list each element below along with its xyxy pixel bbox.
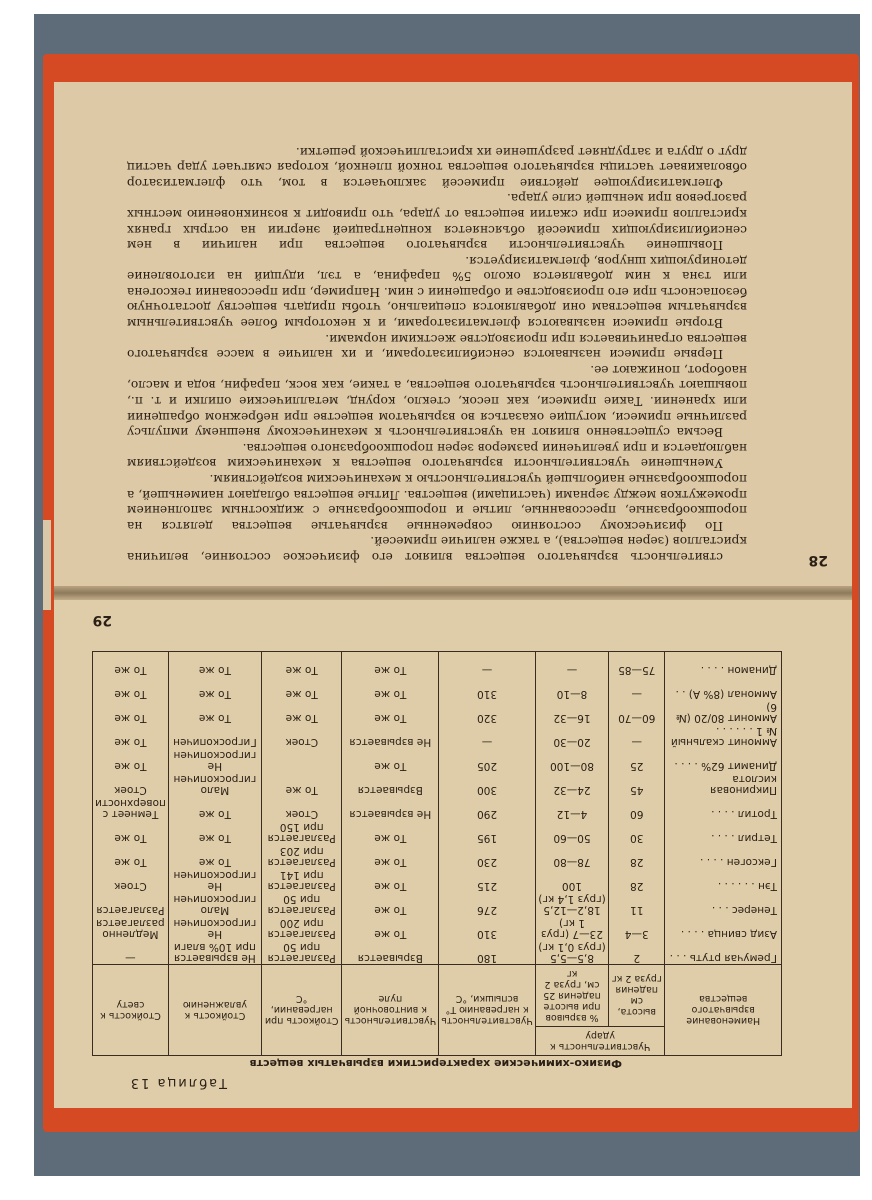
cell-name: Тротил . . . .	[665, 796, 782, 820]
cell-bullet: Взрывается	[342, 772, 439, 796]
table-row	[93, 868, 782, 892]
table-row	[93, 916, 782, 940]
cell-bullet: То же	[342, 748, 439, 772]
cell-moisture: Не гигроскопичен	[168, 748, 261, 772]
cell-light: Стоек	[93, 868, 169, 892]
cell-percent: 4—12	[535, 796, 608, 820]
cell-light: —	[93, 940, 169, 965]
paragraph: Весьма существенно влияют на чувствительность к механическому внешнему импульсу различные примеси, могущие оказаться во взрывчатом веществе при небрежном обращении или хранении. Такие примеси, как песок, стекло, корунд, металлические опилки и т. п., повышают чувствительность взрывчатого вещества, а такие, как воск, парафин, вода и масло, наоборот, понижают ее.	[127, 362, 747, 440]
cell-moisture: То же	[168, 844, 261, 868]
table-row	[93, 772, 782, 796]
cell-percent: 8,5—5,5 (груз 0,1 кг)	[535, 940, 608, 965]
cell-heat-stability: Разлагается при 150	[261, 820, 342, 844]
cell-light: Темнеет с поверхности	[93, 796, 169, 820]
cell-light: То же	[93, 652, 169, 677]
header-light: Стойкость к свету	[93, 965, 169, 1056]
header-bullet: Чувствительность к винтовочной пуле	[342, 965, 439, 1056]
cell-name: Динамон . . . .	[665, 652, 782, 677]
cell-heat: 230	[439, 844, 536, 868]
cell-name: Тенерес . . .	[665, 892, 782, 916]
cell-heat-stability: То же	[261, 700, 342, 724]
cell-heat-stability: Разлагается при 200	[261, 916, 342, 940]
cell-heat-stability: Разлагается при 203	[261, 844, 342, 868]
table-row	[93, 940, 782, 965]
cell-heat: 310	[439, 676, 536, 700]
cell-heat-stability: То же	[261, 772, 342, 796]
cell-name: Аммонит скальный № 1 . . . . . .	[665, 724, 782, 748]
cell-bullet: То же	[342, 676, 439, 700]
left-page-content	[54, 82, 852, 590]
cell-bullet: Не взрывается	[342, 796, 439, 820]
cell-heat: 180	[439, 940, 536, 965]
cell-percent: 50—60	[535, 820, 608, 844]
cell-moisture: То же	[168, 820, 261, 844]
cell-percent: 23—7 (груз 1 кг)	[535, 916, 608, 940]
cell-heat-stability: Разлагается при 50	[261, 940, 342, 965]
cell-moisture: Не гигроскопичен	[168, 916, 261, 940]
paragraph: Уменьшение чувствительности взрывчатого вещества к механическим воздействиям наблюдается и при увеличении размеров зерен порошкообразного вещества.	[127, 440, 747, 471]
cell-heat: 300	[439, 772, 536, 796]
cell-percent: 16—32	[535, 700, 608, 724]
cell-height: 11	[609, 892, 665, 916]
cell-heat: 290	[439, 796, 536, 820]
cell-bullet: То же	[342, 916, 439, 940]
cell-heat: 320	[439, 700, 536, 724]
cell-name: Тетрил . . . .	[665, 820, 782, 844]
cell-name: Аммонит 80/20 (№ 6)	[665, 700, 782, 724]
cell-heat-stability: Разлагается при 50	[261, 892, 342, 916]
cell-bullet: То же	[342, 820, 439, 844]
cell-moisture: То же	[168, 676, 261, 700]
cell-height: —	[609, 724, 665, 748]
cell-light: То же	[93, 676, 169, 700]
cell-light: То же	[93, 724, 169, 748]
explosives-table	[92, 651, 782, 1056]
cell-light: То же	[93, 700, 169, 724]
header-moisture: Стойкость к увлажнению	[168, 965, 261, 1056]
table-row	[93, 748, 782, 772]
cell-height: 3—4	[609, 916, 665, 940]
cell-light: То же	[93, 748, 169, 772]
page-number: 28	[808, 552, 828, 568]
cell-heat-stability: Разлагается при 141	[261, 868, 342, 892]
table-row	[93, 796, 782, 820]
paragraph: Флегматизирующее действие примесей заключается в том, что флегматизатор обволакивает частицы взрывчатого вещества тонкой пленкой, которая смягчает удар частиц друг о друга и затрудняет разрушение их кристаллической решетки.	[127, 144, 747, 190]
right-page-content	[54, 596, 852, 1108]
cell-heat: 310	[439, 916, 536, 940]
cell-height: 30	[609, 820, 665, 844]
cell-heat: —	[439, 724, 536, 748]
cell-bullet: То же	[342, 844, 439, 868]
cell-percent: 78—80	[535, 844, 608, 868]
cell-light: То же	[93, 844, 169, 868]
cell-height: 60—70	[609, 700, 665, 724]
header-heat: Чувствительность к нагреванию T° вспышки, °C	[439, 965, 536, 1056]
cell-name: Азид свинца . . . .	[665, 916, 782, 940]
cell-height: —	[609, 676, 665, 700]
cell-height: 60	[609, 796, 665, 820]
paragraph: По физическому состоянию современные взрывчатые вещества делятся на порошкообразные, прессованные, литые и порошкообразные с жидкостным заполнением промежутков между зернами (частицами) вещества. Литые вещества обладают наименьшей, а порошкообразные наибольшей чувствительностью к механическим воздействиям.	[127, 472, 747, 533]
cell-bullet: Не взрывается	[342, 724, 439, 748]
cell-heat: —	[439, 652, 536, 677]
cell-heat-stability: То же	[261, 676, 342, 700]
cell-light: Разлагается	[93, 892, 169, 916]
cell-bullet: То же	[342, 652, 439, 677]
table-title: Физико-химические характеристики взрывчатых веществ	[249, 1057, 622, 1070]
cell-name: Динамит 62% . . . .	[665, 748, 782, 772]
cell-name: Аммонал (8% А) . .	[665, 676, 782, 700]
table-row	[93, 652, 782, 677]
book-spine	[43, 520, 51, 610]
paragraph: Первые примеси называются сенсибилизаторами, и их наличие в массе взрывчатого вещества ограничивается при производстве жесткими нормами.	[127, 331, 747, 362]
cell-percent: 100	[535, 868, 608, 892]
table-row	[93, 892, 782, 916]
cell-bullet: То же	[342, 868, 439, 892]
cell-light: Медленно разлагается	[93, 916, 169, 940]
header-height: высота, см падения груза 2 кг	[609, 965, 665, 1027]
cell-bullet: То же	[342, 700, 439, 724]
cell-heat-stability: Стоек	[261, 724, 342, 748]
cell-moisture: Не взрывается при 10% влаги	[168, 940, 261, 965]
cell-light: То же	[93, 820, 169, 844]
cell-moisture: Гигроскопичен	[168, 724, 261, 748]
cell-heat: 205	[439, 748, 536, 772]
cell-bullet: То же	[342, 892, 439, 916]
table-row	[93, 700, 782, 724]
table-row	[93, 844, 782, 868]
cell-heat-stability: То же	[261, 652, 342, 677]
cell-name: Тэн . . . . . .	[665, 868, 782, 892]
table-row	[93, 676, 782, 700]
page-number: 29	[92, 612, 112, 628]
cell-percent: 80—100	[535, 748, 608, 772]
header-name: Наименование взрывчатого вещества	[665, 965, 782, 1056]
cell-moisture: То же	[168, 796, 261, 820]
cell-heat-stability	[261, 748, 342, 772]
table-row	[93, 724, 782, 748]
cell-heat: 276	[439, 892, 536, 916]
table-label: Таблица 13	[128, 1075, 227, 1090]
cell-name: Пикриновая кислота	[665, 772, 782, 796]
cell-percent: 8—10	[535, 676, 608, 700]
cell-height: 2	[609, 940, 665, 965]
cell-percent: —	[535, 652, 608, 677]
table-row	[93, 820, 782, 844]
cell-moisture: То же	[168, 700, 261, 724]
cell-height: 28	[609, 868, 665, 892]
cell-moisture: То же	[168, 652, 261, 677]
cell-percent: 24—32	[535, 772, 608, 796]
paragraph: Повышение чувствительности взрывчатого вещества при наличии в нем сенсибилизирующих примесей объясняется концентрацией энергии на острых гранях кристаллов примеси при сжатии вещества от удара, что приводит к возникновению местных разогревов при меньшей силе удара.	[127, 191, 747, 253]
cell-percent: 20—30	[535, 724, 608, 748]
header-percent: % взрывов при высоте падения 25 см, груза 2 кг	[535, 965, 608, 1027]
cell-height: 25	[609, 748, 665, 772]
cell-height: 75—85	[609, 652, 665, 677]
cell-heat: 215	[439, 868, 536, 892]
body-text	[127, 143, 747, 564]
cell-moisture: Мало гигроскопичен	[168, 892, 261, 916]
paragraph: Вторые примеси называются флегматизаторами, и к некоторым более чувствительным взрывчатым веществам они добавляются специально, чтобы придать веществу достаточную безопасность при его производстве и обращении с ним. Например, при прессовании гексогена или тэна к ним добавляется около 5% парафина, а тэл, идущий на изготовление детонирующих шнуров, флегматизируется.	[127, 253, 747, 331]
cell-height: 45	[609, 772, 665, 796]
cell-name: Гремучая ртуть . . .	[665, 940, 782, 965]
cell-bullet: Взрывается	[342, 940, 439, 965]
cell-moisture: Мало гигроскопичен	[168, 772, 261, 796]
cell-percent: 18,2—12,5 (груз 1,4 кг)	[535, 892, 608, 916]
cell-heat-stability: Стоек	[261, 796, 342, 820]
cell-heat: 195	[439, 820, 536, 844]
paragraph: ствительность взрывчатого вещества влияют его физическое состояние, величина кристаллов (зерен вещества), а также наличие примесей.	[127, 534, 747, 564]
cell-moisture: Не гигроскопичен	[168, 868, 261, 892]
header-heat-stability: Стойкость при нагревании, °C	[261, 965, 342, 1056]
header-impact: Чувствительность к удару	[535, 1027, 665, 1056]
cell-height: 28	[609, 844, 665, 868]
cell-light: Стоек	[93, 772, 169, 796]
cell-name: Гексоген . . . .	[665, 844, 782, 868]
